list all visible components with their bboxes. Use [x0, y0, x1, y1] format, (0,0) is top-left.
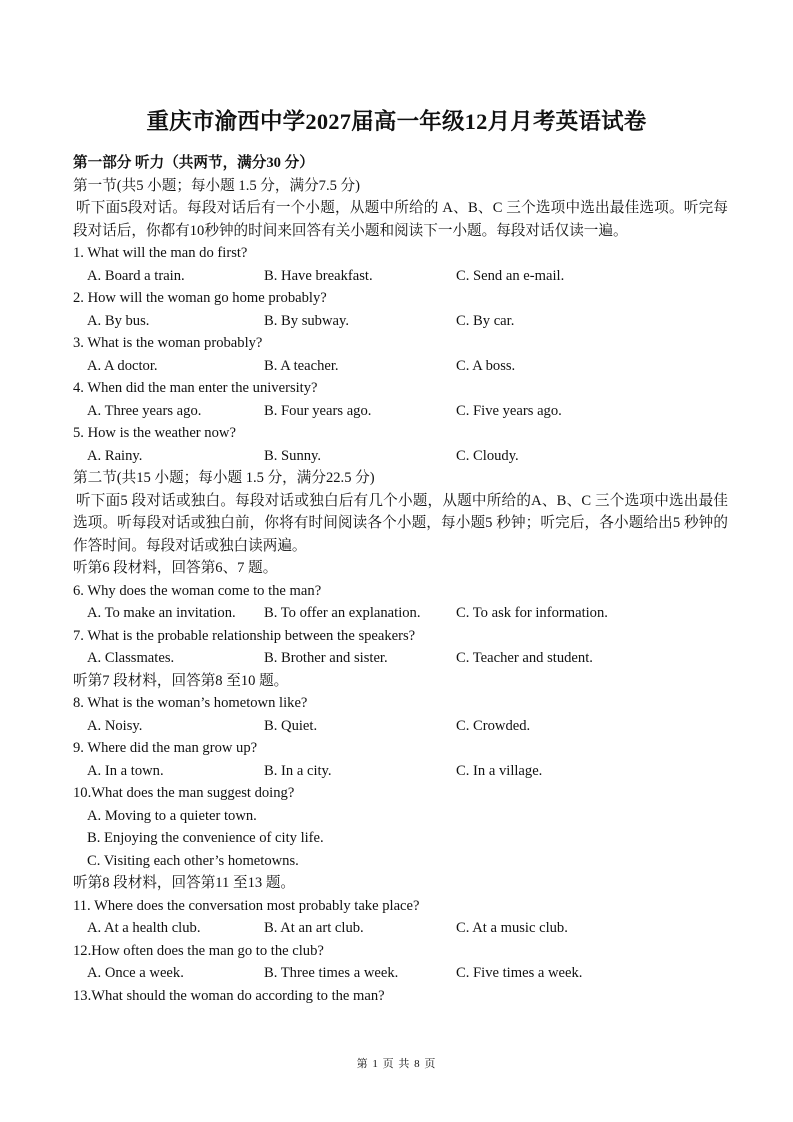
- question-13: 13.What should the woman do according to the man?: [73, 987, 385, 1004]
- options-6: [73, 602, 728, 625]
- page-footer: 第 1 页 共 8 页: [356, 1058, 437, 1070]
- question-1: 1. What will the man do first?: [73, 245, 248, 261]
- options-12: [73, 962, 728, 985]
- options-4: [73, 400, 728, 423]
- option-b: B. Four years ago.: [264, 402, 372, 419]
- section1-heading: 第一节(共5 小题；每小题 1.5 分，满分7.5 分): [73, 177, 361, 194]
- option-c: C. Crowded.: [456, 717, 531, 734]
- option-c: C. Five times a week.: [456, 965, 583, 981]
- option-a: A. Three years ago.: [87, 402, 202, 419]
- page-title: 重庆市渝西中学2027届高一年级12月月考英语试卷: [146, 109, 647, 134]
- question-10: 10.What does the man suggest doing?: [73, 785, 295, 801]
- question-2: 2. How will the woman go home probably?: [73, 290, 327, 306]
- question-12: 12.How often does the man go to the club?: [73, 942, 324, 959]
- option-c: C. Cloudy.: [456, 447, 519, 464]
- option-b: B. Have breakfast.: [264, 267, 373, 284]
- option-a: A. Board a train.: [87, 267, 185, 284]
- option-b: B. A teacher.: [264, 357, 339, 374]
- option-b: B. Three times a week.: [264, 965, 399, 981]
- option-c: C. Visiting each other’s hometowns.: [87, 852, 299, 869]
- option-c: C. Teacher and student.: [456, 650, 593, 666]
- question-9: 9. Where did the man grow up?: [73, 740, 258, 756]
- options-1: [73, 265, 728, 288]
- option-a: A. By bus.: [87, 312, 150, 329]
- option-b: B. To offer an explanation.: [264, 605, 421, 621]
- exam-content: [73, 152, 728, 1007]
- option-a: A. Moving to a quieter town.: [87, 807, 257, 824]
- option-a: A. Noisy.: [87, 717, 143, 734]
- option-a: A. Once a week.: [87, 965, 184, 981]
- option-a: A. At a health club.: [87, 920, 201, 936]
- option-c: C. By car.: [456, 312, 515, 329]
- question-5: 5. How is the weather now?: [73, 425, 236, 441]
- question-7: 7. What is the probable relationship between the speakers?: [73, 627, 416, 644]
- option-b: B. Brother and sister.: [264, 650, 388, 666]
- section2-heading: 第二节(共15 小题；每小题 1.5 分，满分22.5 分): [73, 470, 375, 486]
- options-9: [73, 760, 728, 783]
- option-c: C. At a music club.: [456, 920, 568, 936]
- option-a: A. Rainy.: [87, 447, 143, 464]
- option-a: A. A doctor.: [87, 357, 158, 374]
- options-5: [73, 445, 728, 468]
- option-c: C. Five years ago.: [456, 402, 562, 419]
- option-b: B. Sunny.: [264, 447, 322, 464]
- option-b: B. Enjoying the convenience of city life.: [87, 830, 324, 846]
- options-8: [73, 715, 728, 738]
- option-c: C. In a village.: [456, 762, 543, 779]
- question-11: 11. Where does the conversation most probably take place?: [73, 897, 420, 914]
- material-6-heading: 听第6 段材料，回答第6、7 题。: [73, 560, 278, 576]
- options-11: [73, 917, 728, 940]
- section1-instructions: 听下面5段对话。每段对话后有一个小题，从题中所给的 A、B、C 三个选项中选出最佳选项。听完每段对话后，你都有10秒钟的时间来回答有关小题和阅读下一小题。每段对话仅读一遍。: [73, 200, 728, 239]
- option-b: B. By subway.: [264, 312, 349, 329]
- option-b: B. At an art club.: [264, 920, 364, 936]
- option-a: A. Classmates.: [87, 650, 175, 666]
- options-3: [73, 355, 728, 378]
- option-c: C. To ask for information.: [456, 605, 608, 621]
- option-c: C. A boss.: [456, 357, 516, 374]
- question-8: 8. What is the woman’s hometown like?: [73, 695, 308, 711]
- option-c: C. Send an e-mail.: [456, 267, 565, 284]
- part-heading: 第一部分 听力（共两节，满分30 分）: [73, 155, 314, 171]
- material-8-heading: 听第8 段材料，回答第11 至13 题。: [73, 875, 296, 891]
- option-b: B. Quiet.: [264, 717, 318, 734]
- section2-instructions: 听下面5 段对话或独白。每段对话或独白后有几个小题，从题中所给的A、B、C 三个选项中选出最佳选项。听每段对话或独白前，你将有时间阅读各个小题，每小题5 秒钟；听完后，各小题给出5 秒钟的 作答时间。每段对话或独白读两遍。: [73, 492, 728, 554]
- option-a: A. To make an invitation.: [87, 605, 236, 621]
- option-a: A. In a town.: [87, 762, 164, 779]
- options-7: [73, 647, 728, 670]
- material-7-heading: 听第7 段材料，回答第8 至10 题。: [73, 672, 289, 689]
- option-b: B. In a city.: [264, 762, 332, 779]
- question-6: 6. Why does the woman come to the man?: [73, 582, 322, 599]
- question-4: 4. When did the man enter the university?: [73, 380, 318, 396]
- question-3: 3. What is the woman probably?: [73, 335, 263, 351]
- options-2: [73, 310, 728, 333]
